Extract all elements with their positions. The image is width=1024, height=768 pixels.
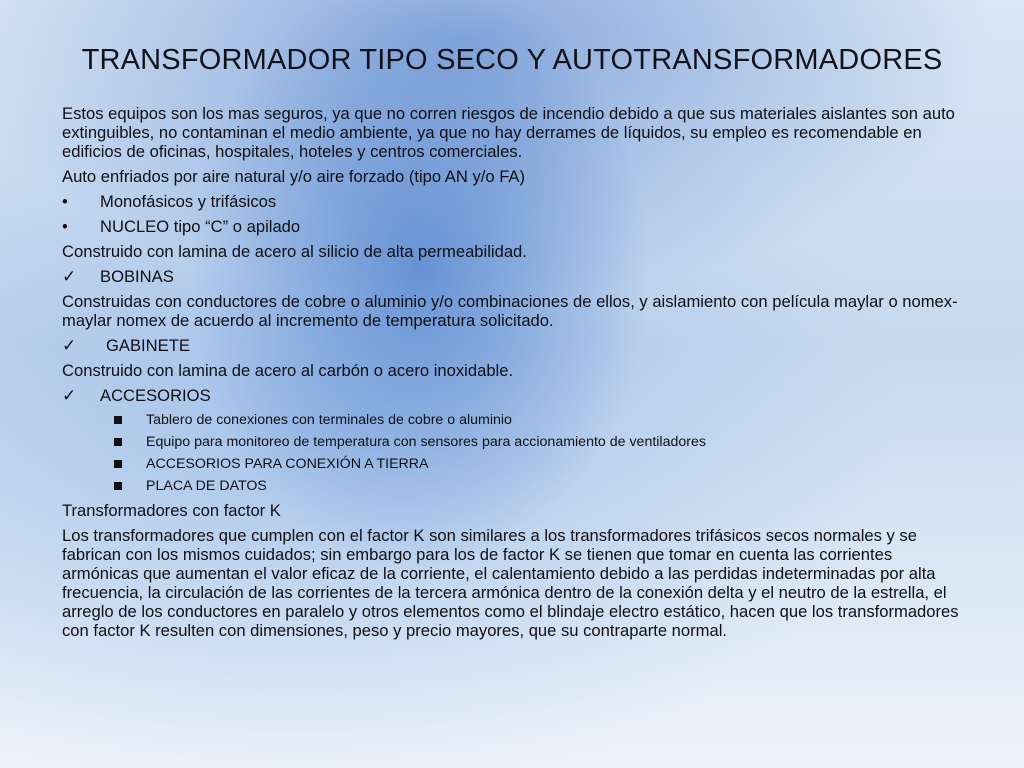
accesorios-item (114, 455, 972, 473)
cooling-line: Auto enfriados por aire natural y/o aire forzado (tipo AN y/o FA) (62, 167, 526, 186)
slide-body (62, 104, 972, 646)
bullet-text: Monofásicos y trifásicos (100, 192, 277, 211)
factor-k-description: Los transformadores que cumplen con el factor K son similares a los transformadores trifásicos secos normales y se fabrican con los mismos cuidados; sin embargo para los de factor K se tienen que tomar en cuenta las corrientes armónicas que aumentan el valor eficaz de la corriente, el calentamiento debido a las perdidas indeterminadas por alta frecuencia, la circulación de las corrientes de la tercera armónica dentro de la conexión delta y el neutro de la estrella, el arreglo de los conductores en paralelo y otros elementos como el blindaje electro estático, hacen que los transformadores con factor K resulten con dimensiones, peso y precio mayores, que su contraparte normal. (62, 526, 959, 640)
bullet-dot-icon: • (62, 217, 68, 236)
checkmark-icon: ✓ (62, 386, 77, 405)
accesorios-item (114, 433, 972, 451)
bullet-text: NUCLEO tipo “C” o apilado (100, 217, 301, 236)
bobinas-description: Construidas con conductores de cobre o aluminio y/o combinaciones de ellos, y aislamiento con película maylar o nomex-maylar nomex de acuerdo al incremento de temperatura solicitado. (62, 292, 958, 330)
section-bobinas (62, 267, 972, 286)
square-bullet-icon (114, 460, 122, 468)
checkmark-icon: ✓ (62, 336, 77, 355)
accesorios-item-text: Equipo para monitoreo de temperatura con sensores para accionamiento de ventiladores (146, 434, 706, 450)
accesorios-item-text: PLACA DE DATOS (146, 478, 267, 494)
square-bullet-icon (114, 416, 122, 424)
factor-k-heading: Transformadores con factor K (62, 501, 281, 520)
slide-title: TRANSFORMADOR TIPO SECO Y AUTOTRANSFORMADORES (81, 44, 943, 76)
accesorios-item (114, 477, 972, 495)
accesorios-item-text: Tablero de conexiones con terminales de cobre o aluminio (146, 412, 512, 428)
core-description: Construido con lamina de acero al silicio de alta permeabilidad. (62, 242, 527, 261)
accesorios-label: ACCESORIOS (100, 386, 211, 405)
accesorios-item (114, 411, 972, 429)
square-bullet-icon (114, 438, 122, 446)
section-accesorios (62, 386, 972, 405)
intro-paragraph: Estos equipos son los mas seguros, ya que no corren riesgos de incendio debido a que sus materiales aislantes son auto extinguibles, no contaminan el medio ambiente, ya que no hay derrames de líquidos, su empleo es recomendable en edificios de oficinas, hospitales, hoteles y centros comerciales. (62, 104, 955, 161)
section-gabinete (62, 336, 972, 355)
accesorios-item-text: ACCESORIOS PARA CONEXIÓN A TIERRA (146, 456, 429, 472)
gabinete-label: GABINETE (106, 336, 190, 355)
square-bullet-icon (114, 482, 122, 490)
list-item (62, 217, 972, 236)
bullet-dot-icon: • (62, 192, 68, 211)
checkmark-icon: ✓ (62, 267, 77, 286)
bobinas-label: BOBINAS (100, 267, 174, 286)
gabinete-description: Construido con lamina de acero al carbón o acero inoxidable. (62, 361, 514, 380)
list-item (62, 192, 972, 211)
